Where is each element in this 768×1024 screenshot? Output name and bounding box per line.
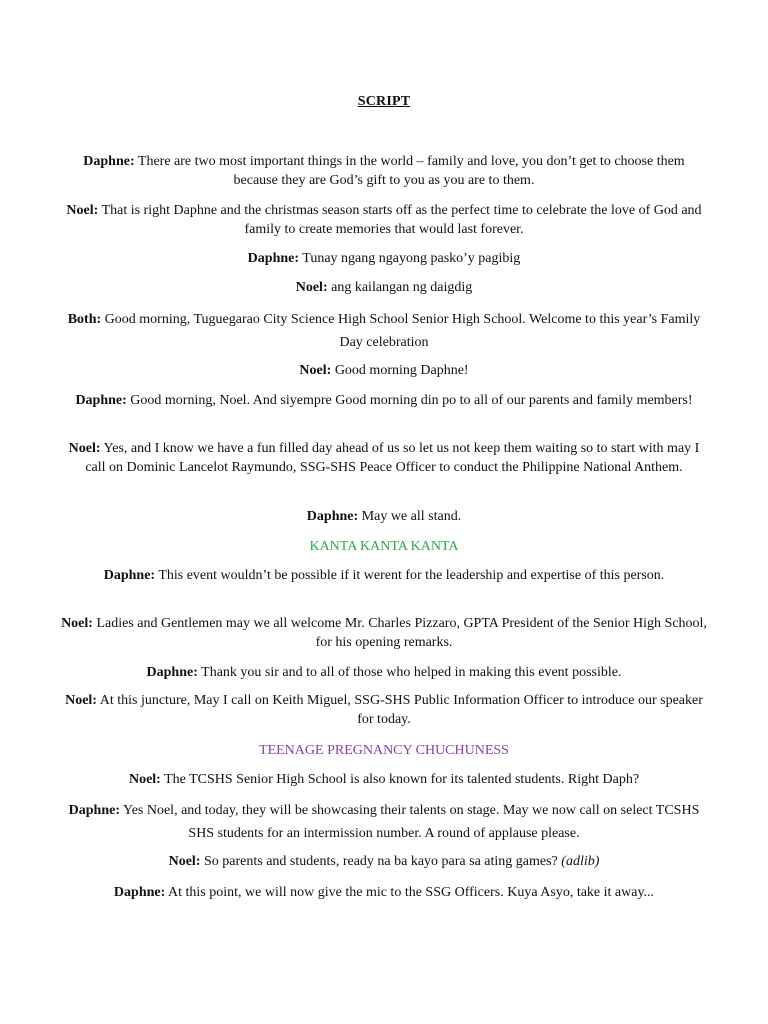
speaker-name: Noel:: [168, 854, 201, 869]
speaker-name: Daphne:: [75, 393, 127, 408]
dialogue-line: [60, 152, 708, 190]
dialogue-line: [60, 249, 708, 268]
dialogue-line: [60, 614, 708, 652]
dialogue-text: Good morning, Noel. And siyempre Good morning din po to all of our parents and family members!: [130, 393, 693, 408]
dialogue-line: [60, 361, 708, 380]
dialogue-text: This event wouldn’t be possible if it werent for the leadership and expertise of this person.: [158, 568, 665, 583]
dialogue-line: [60, 770, 708, 789]
dialogue-text: That is right Daphne and the christmas season starts off as the perfect time to celebrate the love of God and family to create memories that would last forever.: [101, 203, 702, 237]
speaker-name: Noel:: [128, 772, 161, 787]
speaker-name: Both:: [67, 312, 102, 327]
stage-cue: KANTA KANTA KANTA: [309, 539, 459, 554]
dialogue-line: [60, 439, 708, 477]
dialogue-line: [60, 308, 708, 354]
speaker-name: Noel:: [66, 203, 99, 218]
dialogue-text: Good morning Daphne!: [334, 363, 469, 378]
dialogue-text: So parents and students, ready na ba kayo para sa ating games?: [204, 854, 558, 869]
stage-cue: TEENAGE PREGNANCY CHUCHUNESS: [259, 743, 509, 758]
speaker-name: Daphne:: [306, 509, 359, 524]
script-title: SCRIPT: [357, 94, 411, 109]
speaker-name: Noel:: [65, 693, 97, 708]
dialogue-text: ang kailangan ng daigdig: [331, 280, 473, 295]
dialogue-text: Ladies and Gentlemen may we all welcome Mr. Charles Pizzaro, GPTA President of the Senior High School, for his opening remarks.: [96, 616, 707, 650]
speaker-name: Daphne:: [103, 568, 156, 583]
dialogue-text: At this juncture, May I call on Keith Miguel, SSG-SHS Public Information Officer to introduce our speaker for today.: [99, 693, 703, 727]
adlib-note: (adlib): [561, 854, 600, 869]
dialogue-line: [60, 799, 708, 845]
dialogue-text: The TCSHS Senior High School is also known for its talented students. Right Daph?: [164, 772, 640, 787]
speaker-name: Noel:: [68, 441, 101, 456]
dialogue-text: Good morning, Tuguegarao City Science High School Senior High School. Welcome to this year’s Family Day celebration: [104, 312, 701, 350]
speaker-name: Daphne:: [146, 665, 198, 680]
speaker-name: Noel:: [295, 280, 328, 295]
speaker-name: Daphne:: [83, 154, 135, 169]
dialogue-text: At this point, we will now give the mic to the SSG Officers. Kuya Asyo, take it away...: [168, 885, 655, 900]
dialogue-text: May we all stand.: [361, 509, 462, 524]
dialogue-line: [60, 278, 708, 297]
dialogue-text: Thank you sir and to all of those who helped in making this event possible.: [201, 665, 622, 680]
dialogue-line: [60, 883, 708, 902]
dialogue-line: [60, 566, 708, 585]
dialogue-text: Yes, and I know we have a fun filled day ahead of us so let us not keep them waiting so to start with may I call on Dominic Lancelot Raymundo, SSG-SHS Peace Officer to conduct the Philippine National Anthem.: [85, 441, 700, 475]
dialogue-text: Yes Noel, and today, they will be showcasing their talents on stage. May we now call on select TCSHS SHS students for an intermission number. A round of applause please.: [122, 803, 700, 841]
speaker-name: Daphne:: [68, 803, 120, 818]
dialogue-line: [60, 852, 708, 871]
speaker-name: Daphne:: [247, 251, 300, 266]
dialogue-line: [60, 507, 708, 526]
dialogue-line: [60, 691, 708, 729]
dialogue-text: Tunay ngang ngayong pasko’y pagibig: [302, 251, 521, 266]
speaker-name: Daphne:: [113, 885, 166, 900]
dialogue-line: [60, 201, 708, 239]
dialogue-text: There are two most important things in the world – family and love, you don’t get to choose them because they are God’s gift to you as you are to them.: [137, 154, 685, 188]
speaker-name: Noel:: [299, 363, 332, 378]
dialogue-line: [60, 391, 708, 410]
dialogue-line: [60, 663, 708, 682]
speaker-name: Noel:: [61, 616, 93, 631]
